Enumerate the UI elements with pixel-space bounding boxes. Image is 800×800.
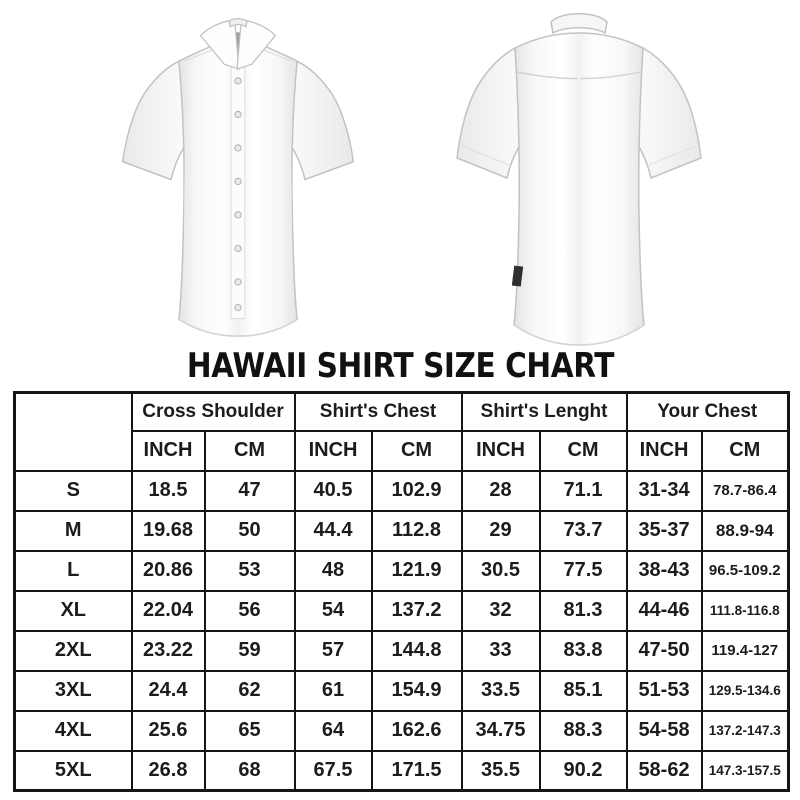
table-cell: 61 [295,671,372,711]
table-cell: 44-46 [627,591,702,631]
table-cell: 67.5 [295,751,372,791]
unit-header-cm: CM [205,431,295,471]
table-cell: 119.4-127 [702,631,789,671]
table-cell: 19.68 [132,511,205,551]
table-cell: 28 [462,471,540,511]
table-cell: 78.7-86.4 [702,471,789,511]
unit-header-cm: CM [372,431,462,471]
table-cell: 25.6 [132,711,205,751]
table-cell: 88.9-94 [702,511,789,551]
page-title-text: HAWAII SHIRT SIZE CHART [186,346,614,386]
table-cell: 154.9 [372,671,462,711]
table-cell: 68 [205,751,295,791]
size-chart-table [13,391,790,792]
size-label: 2XL [15,631,132,671]
table-row-l [15,551,789,591]
group-header-your-chest: Your Chest [627,393,789,431]
table-cell: 59 [205,631,295,671]
table-cell: 35-37 [627,511,702,551]
shirt-images [0,0,800,352]
table-cell: 30.5 [462,551,540,591]
size-label: M [15,511,132,551]
table-cell: 47 [205,471,295,511]
unit-header-inch: INCH [462,431,540,471]
page-title [0,344,800,388]
table-cell: 48 [295,551,372,591]
table-cell: 23.22 [132,631,205,671]
shirt-back-image [420,0,738,352]
table-cell: 71.1 [540,471,627,511]
table-cell: 83.8 [540,631,627,671]
table-cell: 33.5 [462,671,540,711]
table-cell: 53 [205,551,295,591]
table-row-m [15,511,789,551]
table-row-2xl [15,631,789,671]
table-cell: 64 [295,711,372,751]
corner-cell [15,393,132,471]
size-label: XL [15,591,132,631]
table-cell: 33 [462,631,540,671]
table-cell: 29 [462,511,540,551]
table-cell: 112.8 [372,511,462,551]
size-label: S [15,471,132,511]
table-cell: 102.9 [372,471,462,511]
table-cell: 44.4 [295,511,372,551]
unit-header-cm: CM [540,431,627,471]
table-cell: 137.2 [372,591,462,631]
table-cell: 40.5 [295,471,372,511]
table-cell: 51-53 [627,671,702,711]
group-header-shirts-length: Shirt's Lenght [462,393,627,431]
table-cell: 111.8-116.8 [702,591,789,631]
table-cell: 34.75 [462,711,540,751]
table-cell: 57 [295,631,372,671]
size-label: 3XL [15,671,132,711]
table-cell: 24.4 [132,671,205,711]
table-cell: 62 [205,671,295,711]
unit-header-inch: INCH [627,431,702,471]
table-cell: 81.3 [540,591,627,631]
table-cell: 137.2-147.3 [702,711,789,751]
table-cell: 20.86 [132,551,205,591]
unit-header-cm: CM [702,431,789,471]
size-label: L [15,551,132,591]
table-cell: 38-43 [627,551,702,591]
table-cell: 96.5-109.2 [702,551,789,591]
group-header-shirts-chest: Shirt's Chest [295,393,462,431]
shirt-front-image [88,8,388,348]
table-cell: 32 [462,591,540,631]
table-cell: 54 [295,591,372,631]
unit-header-inch: INCH [295,431,372,471]
table-cell: 85.1 [540,671,627,711]
table-cell: 121.9 [372,551,462,591]
table-cell: 18.5 [132,471,205,511]
unit-header-inch: INCH [132,431,205,471]
table-cell: 47-50 [627,631,702,671]
table-cell: 129.5-134.6 [702,671,789,711]
table-row-4xl [15,711,789,751]
table-cell: 50 [205,511,295,551]
table-cell: 171.5 [372,751,462,791]
table-cell: 90.2 [540,751,627,791]
table-cell: 65 [205,711,295,751]
size-label: 5XL [15,751,132,791]
table-row-5xl [15,751,789,791]
table-cell: 162.6 [372,711,462,751]
table-row-3xl [15,671,789,711]
size-label: 4XL [15,711,132,751]
table-cell: 31-34 [627,471,702,511]
table-cell: 35.5 [462,751,540,791]
table-cell: 147.3-157.5 [702,751,789,791]
table-cell: 26.8 [132,751,205,791]
table-cell: 88.3 [540,711,627,751]
group-header-cross-shoulder: Cross Shoulder [132,393,295,431]
table-cell: 77.5 [540,551,627,591]
table-cell: 56 [205,591,295,631]
unit-header-row [15,431,789,471]
table-cell: 22.04 [132,591,205,631]
table-cell: 73.7 [540,511,627,551]
table-row-s [15,471,789,511]
table-cell: 58-62 [627,751,702,791]
group-header-row [15,393,789,431]
table-cell: 54-58 [627,711,702,751]
table-row-xl [15,591,789,631]
table-cell: 144.8 [372,631,462,671]
